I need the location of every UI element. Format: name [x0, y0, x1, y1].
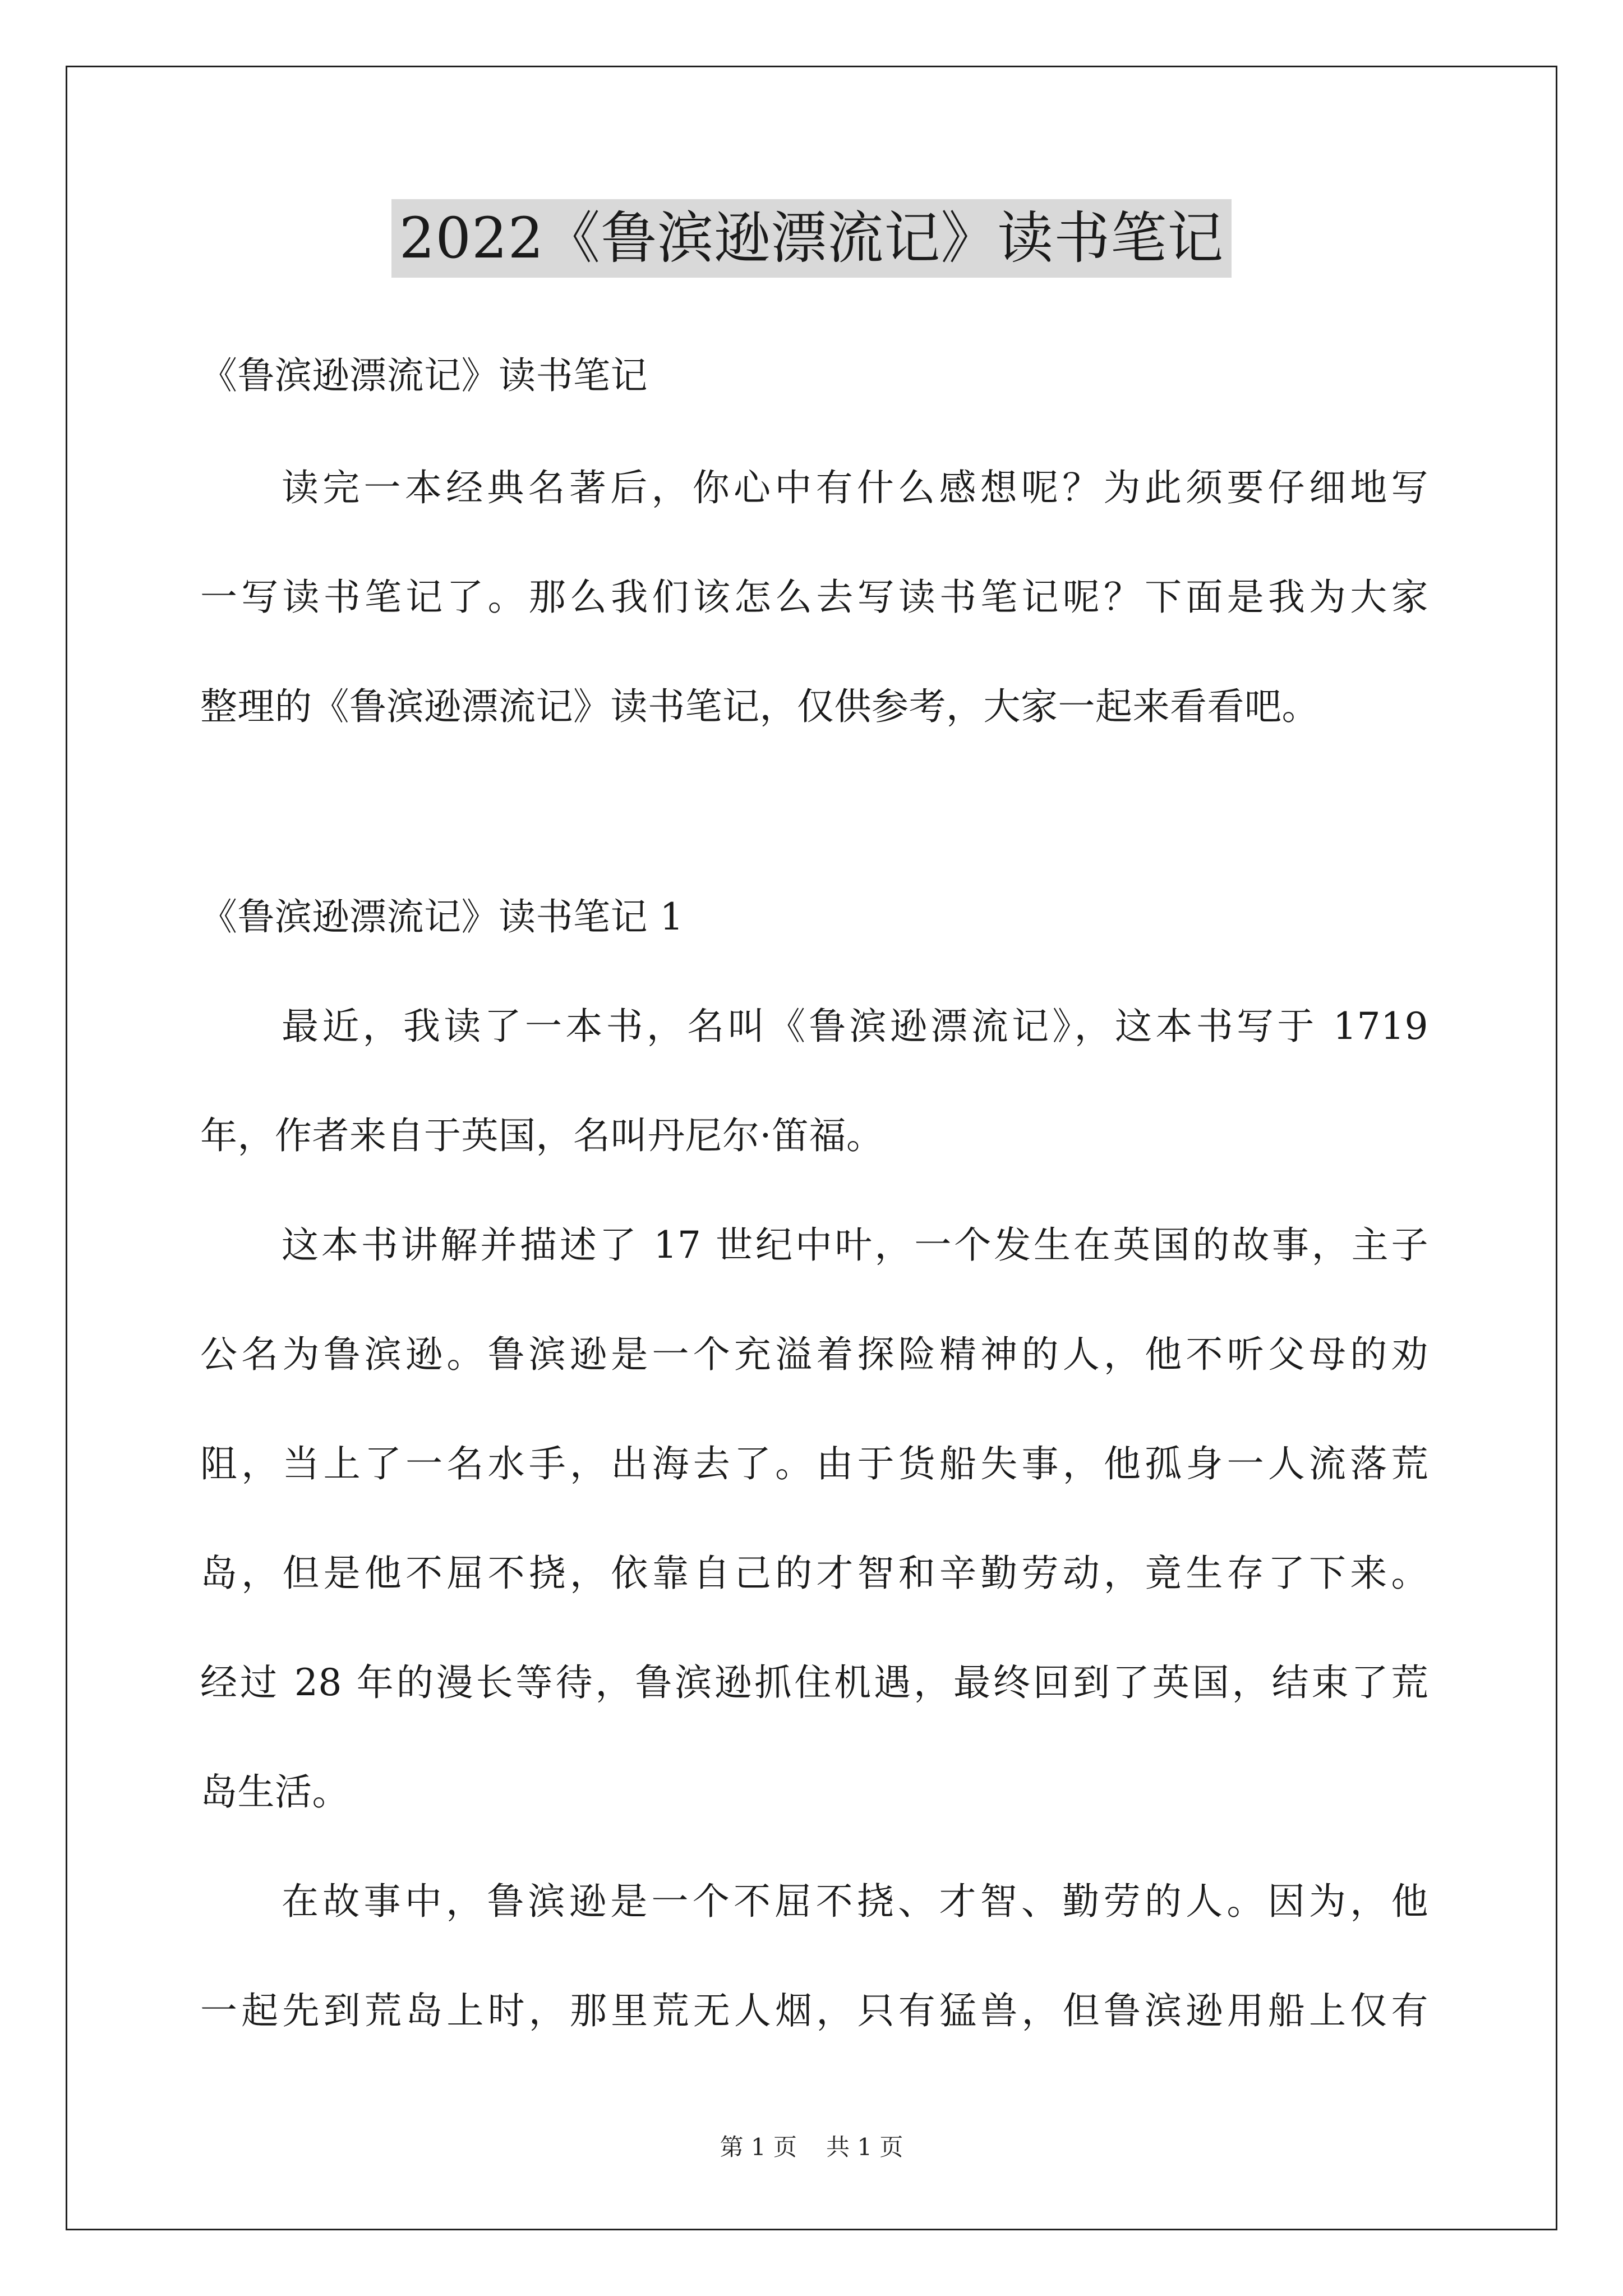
paragraph-line: 最近，我读了一本书，名叫《鲁滨逊漂流记》，这本书写于 1719	[282, 1005, 1428, 1048]
page-footer	[0, 2132, 1623, 2163]
paragraph-line: 岛生活。	[200, 1770, 349, 1814]
document-title: 2022《鲁滨逊漂流记》读书笔记	[391, 199, 1232, 278]
intro-line: 读完一本经典名著后，你心中有什么感想呢？为此须要仔细地写	[282, 466, 1428, 509]
paragraph-line: 在故事中，鲁滨逊是一个不屈不挠、才智、勤劳的人。因为，他	[282, 1880, 1428, 1923]
paragraph-line: 经过 28 年的漫长等待，鲁滨逊抓住机遇，最终回到了英国，结束了荒	[200, 1661, 1428, 1704]
subtitle: 《鲁滨逊漂流记》读书笔记	[200, 354, 648, 397]
title-container	[0, 199, 1623, 278]
paragraph-line: 一起先到荒岛上时，那里荒无人烟，只有猛兽，但鲁滨逊用船上仅有	[200, 1989, 1428, 2032]
paragraph-line: 这本书讲解并描述了 17 世纪中叶，一个发生在英国的故事，主子	[282, 1223, 1428, 1267]
paragraph-line: 岛，但是他不屈不挠，依靠自己的才智和辛勤劳动，竟生存了下来。	[200, 1552, 1428, 1595]
section-heading: 《鲁滨逊漂流记》读书笔记 1	[200, 895, 684, 938]
paragraph-line: 公名为鲁滨逊。鲁滨逊是一个充溢着探险精神的人，他不听父母的劝	[200, 1333, 1428, 1376]
intro-line: 整理的《鲁滨逊漂流记》读书笔记，仅供参考，大家一起来看看吧。	[200, 685, 1319, 728]
intro-line: 一写读书笔记了。那么我们该怎么去写读书笔记呢？下面是我为大家	[200, 576, 1428, 619]
page-number: 第 1 页	[720, 2133, 797, 2161]
paragraph-line: 年，作者来自于英国，名叫丹尼尔·笛福。	[200, 1114, 884, 1157]
paragraph-line: 阻，当上了一名水手，出海去了。由于货船失事，他孤身一人流落荒	[200, 1442, 1428, 1485]
page-total: 共 1 页	[826, 2133, 903, 2161]
